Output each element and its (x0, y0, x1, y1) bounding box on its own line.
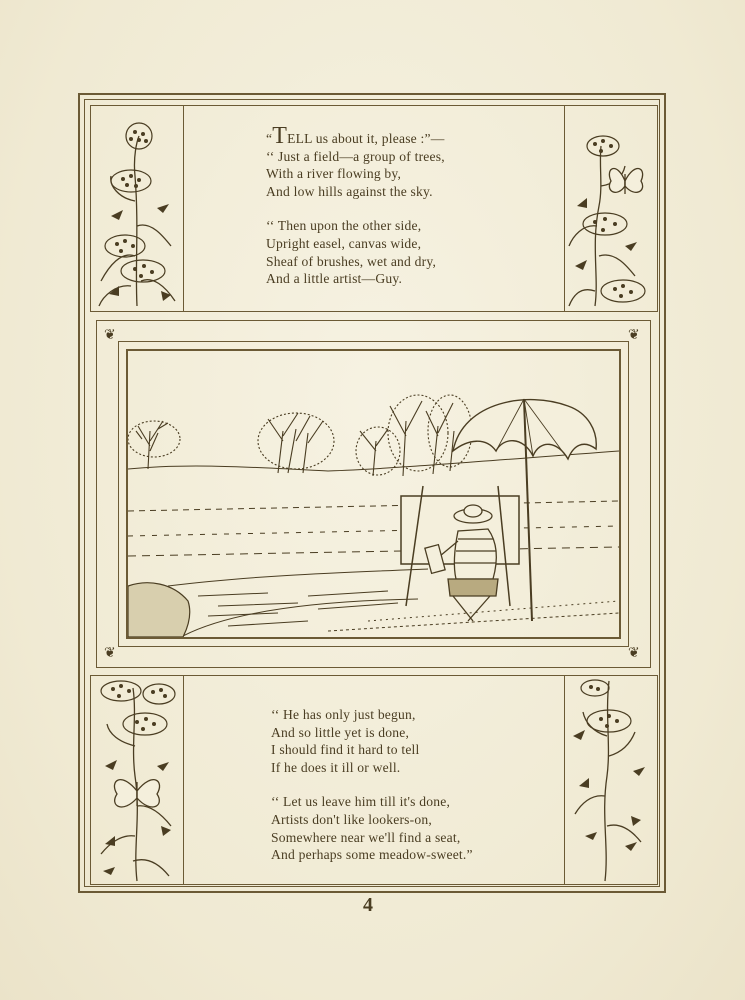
flower-illustration-icon (565, 676, 657, 884)
top-left-flower-panel (90, 105, 184, 312)
tree-group (128, 395, 472, 476)
verse-line: If he does it ill or well. (271, 759, 401, 775)
river (168, 569, 428, 636)
verse-line: “TELL us about it, please :”— (266, 123, 445, 149)
top-right-flower-panel (564, 105, 658, 312)
verse-line: And so little yet is done, (271, 724, 410, 740)
bottom-right-flower-panel (564, 675, 658, 885)
flower-butterfly-illustration-icon (91, 676, 183, 884)
verse-line: Artists don't like lookers-on, (271, 811, 432, 827)
verse-line: I should find it hard to tell (271, 742, 420, 758)
page-number: 4 (363, 894, 373, 916)
flower-butterfly-illustration-icon (565, 106, 657, 311)
verse-line: And low hills against the sky. (266, 183, 433, 199)
corner-ornament-icon: ❦ (628, 646, 640, 661)
corner-ornament-icon: ❦ (104, 646, 116, 661)
verse-line: Sheaf of brushes, wet and dry, (266, 253, 437, 269)
verse-line: Somewhere near we'll find a seat, (271, 829, 461, 845)
verse-line: And a little artist—Guy. (266, 271, 403, 287)
verse-line: And perhaps some meadow-sweet.” (271, 847, 473, 863)
corner-ornament-icon: ❦ (104, 328, 116, 343)
bottom-left-flower-panel (90, 675, 184, 885)
corner-ornament-icon: ❦ (628, 328, 640, 343)
verse-line: Upright easel, canvas wide, (266, 235, 422, 251)
verse-line: With a river flowing by, (266, 166, 402, 182)
top-verse (266, 123, 445, 288)
verse-line: ‘‘ Just a field—a group of trees, (266, 148, 445, 164)
bottom-verse (271, 706, 473, 864)
drop-cap: T (272, 123, 288, 149)
verse-line: ‘‘ Then upon the other side, (266, 218, 422, 234)
painter-illustration (128, 351, 619, 637)
verse-line: ‘‘ Let us leave him till it's done, (271, 794, 451, 810)
flower-illustration-icon (91, 106, 183, 311)
verse-line: ‘‘ He has only just begun, (271, 707, 416, 722)
